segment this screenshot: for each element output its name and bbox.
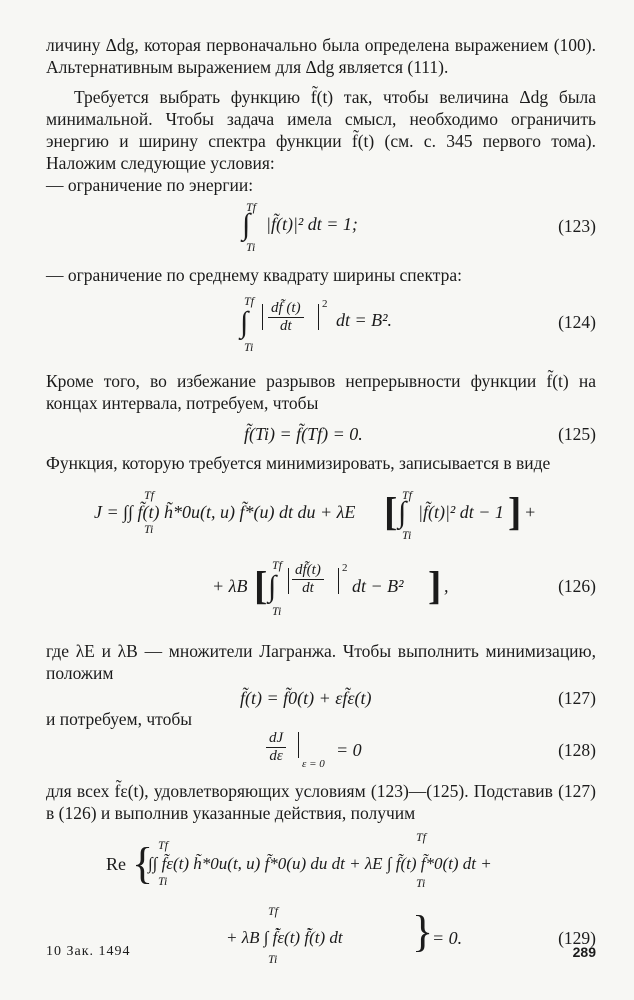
equation-129-line-2 bbox=[46, 902, 596, 974]
equation-125 bbox=[46, 414, 596, 452]
lower-limit: Ti bbox=[268, 952, 278, 966]
equation-number: (129) bbox=[558, 928, 596, 948]
paragraph-7: для всех f̃ε(t), удовлетворяющих условиям (123)—(125). Подставив (127) в (126) и выполнив указанные действия, получим bbox=[46, 781, 596, 823]
derivative-fraction: $\frac{df̃(t)}{dt}$ bbox=[292, 562, 324, 597]
spectrum-constraint-label: — ограничение по среднему квадрату ширины спектра: bbox=[46, 265, 462, 285]
equation-tail: , bbox=[444, 576, 449, 596]
equation-body: dt = B². bbox=[336, 310, 393, 330]
integral-sign: ∫ bbox=[268, 570, 277, 603]
bracket-close: ] bbox=[428, 563, 442, 608]
bracket-close: ] bbox=[508, 489, 522, 534]
equation-124 bbox=[46, 286, 596, 370]
equation-body: f̃(t) = f̃0(t) + εf̃ε(t) bbox=[240, 688, 372, 708]
equation-126-line-2 bbox=[46, 554, 596, 634]
upper-limit: Tf bbox=[402, 488, 413, 502]
integral-sign: ∫ bbox=[240, 306, 249, 339]
equation-number: (125) bbox=[558, 424, 596, 444]
page-body bbox=[46, 34, 596, 974]
evaluation-subscript: ε = 0 bbox=[302, 758, 325, 770]
square-superscript: 2 bbox=[342, 562, 348, 574]
brace-close: } bbox=[412, 907, 434, 956]
equation-128 bbox=[46, 730, 596, 780]
equation-body: |f̃(t)|² dt = 1; bbox=[266, 214, 358, 234]
equation-126-line-1 bbox=[46, 474, 596, 554]
derivative-fraction: $\frac{df̃ (t)}{dt}$ bbox=[268, 300, 304, 335]
equation-lead: + λB bbox=[212, 576, 248, 596]
lower-limit: Ti bbox=[402, 528, 412, 542]
equation-129-line-1 bbox=[46, 824, 596, 902]
energy-constraint-label: — ограничение по энергии: bbox=[46, 175, 254, 195]
equation-inner: dt − B² bbox=[352, 576, 404, 596]
equation-number: (123) bbox=[558, 216, 596, 236]
paragraph-4: Функция, которую требуется минимизировать, записывается в виде bbox=[46, 453, 551, 473]
lower-limit: Ti bbox=[244, 340, 254, 354]
equation-body: + λB ∫ f̃̇ε(t) f̃̇(t) dt bbox=[226, 928, 343, 947]
equation-number: (127) bbox=[558, 688, 596, 708]
equation-body: = 0 bbox=[336, 740, 362, 760]
paragraph-6: и потребуем, чтобы bbox=[46, 709, 192, 729]
upper-limit: Tf bbox=[268, 904, 279, 918]
lower-limit: Ti bbox=[272, 604, 282, 618]
equation-tail: = 0. bbox=[432, 928, 463, 948]
upper-limit: Tf bbox=[246, 200, 257, 214]
print-order-note: 10 Зак. 1494 bbox=[46, 944, 131, 959]
paragraph-1: личину Δdg, которая первоначально была определена выражением (100). Альтернативным выражением для Δdg является (111). bbox=[46, 35, 596, 77]
upper-limit: Tf bbox=[244, 294, 255, 308]
lower-limit: Ti bbox=[158, 874, 168, 888]
upper-limit: Tf bbox=[416, 830, 427, 844]
upper-limit: Tf bbox=[272, 558, 283, 572]
page-number: 289 bbox=[572, 944, 596, 960]
abs-bar-left bbox=[262, 304, 263, 330]
paragraph-5: где λE и λB — множители Лагранжа. Чтобы выполнить минимизацию, положим bbox=[46, 641, 596, 683]
integral-sign: ∫ bbox=[242, 208, 251, 241]
upper-limit: Tf bbox=[144, 488, 155, 502]
integral-sign: ∫ bbox=[398, 496, 407, 529]
equation-body: Re bbox=[106, 854, 126, 874]
upper-limit: Tf bbox=[158, 838, 169, 852]
equation-body: f̃(Ti) = f̃(Tf) = 0. bbox=[244, 424, 363, 444]
abs-bar-left bbox=[288, 568, 289, 594]
equation-number: (124) bbox=[558, 312, 596, 332]
equation-tail: + bbox=[524, 502, 537, 522]
paragraph-2: Требуется выбрать функцию f̃(t) так, чтобы величина Δdg была минимальной. Чтобы задача имела смысл, необходимо ограничить энергию и ширину спектра функции f̃(t) (см. с. 345 первого тома). Наложим следующие условия: bbox=[46, 87, 596, 173]
lower-limit: Ti bbox=[416, 876, 426, 890]
abs-bar-right bbox=[338, 568, 339, 594]
equation-123 bbox=[46, 196, 596, 258]
brace-open: { bbox=[132, 839, 154, 888]
evaluation-bar bbox=[298, 732, 299, 758]
equation-number: (126) bbox=[558, 576, 596, 596]
equation-body: J = ∫∫ f̃(t) h̃*0u(t, u) f̃*(u) dt du + λE bbox=[94, 502, 356, 522]
paragraph-3: Кроме того, во избежание разрывов непрерывности функции f̃(t) на концах интервала, потребуем, чтобы bbox=[46, 371, 596, 413]
bracket-open: [ bbox=[254, 563, 268, 608]
derivative-fraction: $\frac{dJ}{d\varepsilon}$ bbox=[266, 730, 286, 765]
equation-inner: ∫∫ f̃ε(t) h̃*0u(t, u) f̃*0(u) du dt + λE ∫ f̃(t) f̃*0(t) dt + bbox=[148, 854, 492, 873]
bracket-open: [ bbox=[384, 489, 398, 534]
lower-limit: Ti bbox=[144, 522, 154, 536]
abs-bar-right bbox=[318, 304, 319, 330]
equation-inner: |f̃(t)|² dt − 1 bbox=[418, 502, 504, 522]
equation-127 bbox=[46, 684, 596, 718]
equation-number: (128) bbox=[558, 740, 596, 760]
lower-limit: Ti bbox=[246, 240, 256, 254]
square-superscript: 2 bbox=[322, 298, 328, 310]
